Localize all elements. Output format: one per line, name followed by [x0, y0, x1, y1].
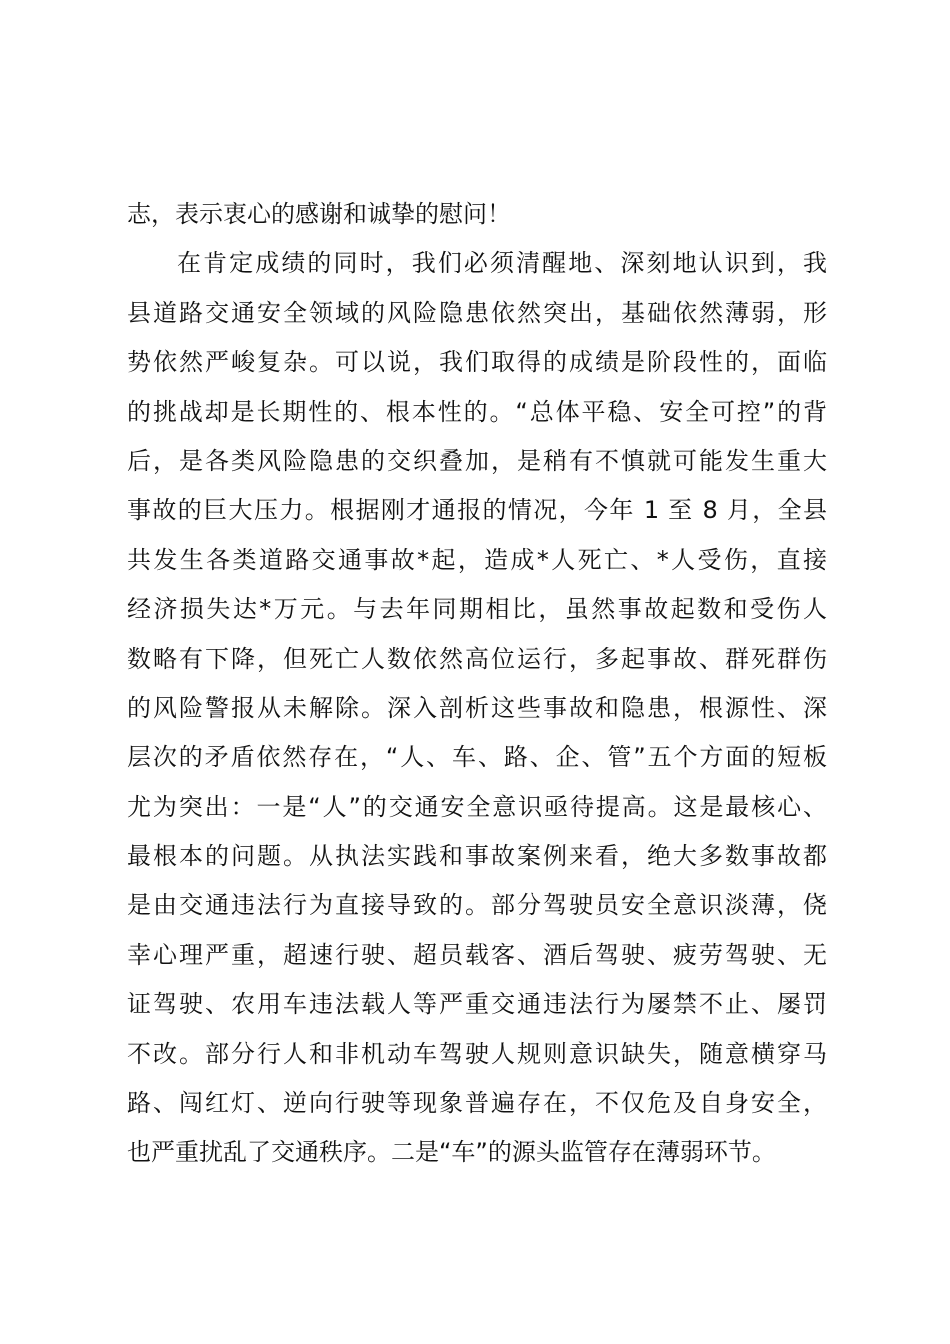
- paragraph-first-line: 在肯定成绩的同时，我们必须清醒地、深刻地认识到，我: [177, 249, 827, 278]
- text-line: 路、闯红灯、逆向行驶等现象普遍存在，不仅危及自身安全，: [127, 1089, 827, 1118]
- text-line: 数略有下降，但死亡人数依然高位运行，多起事故、群死群伤: [127, 644, 827, 673]
- text-line: 共发生各类道路交通事故*起，造成*人死亡、*人受伤，直接: [127, 545, 827, 574]
- text-line: 事故的巨大压力。根据刚才通报的情况，今年 1 至 8 月，全县: [127, 496, 827, 525]
- text-line: 证驾驶、农用车违法载人等严重交通违法行为屡禁不止、屡罚: [127, 990, 827, 1019]
- text-line: 也严重扰乱了交通秩序。二是“车”的源头监管存在薄弱环节。: [127, 1138, 776, 1167]
- text-line: 县道路交通安全领域的风险隐患依然突出，基础依然薄弱，形: [127, 298, 827, 327]
- text-line: 最根本的问题。从执法实践和事故案例来看，绝大多数事故都: [127, 842, 827, 871]
- text-line: 志，表示衷心的感谢和诚挚的慰问！: [127, 200, 511, 228]
- text-line: 势依然严峻复杂。可以说，我们取得的成绩是阶段性的，面临: [127, 348, 827, 377]
- text-line: 的挑战却是长期性的、根本性的。“总体平稳、安全可控”的背: [127, 397, 827, 426]
- text-line: 不改。部分行人和非机动车驾驶人规则意识缺失，随意横穿马: [127, 1039, 827, 1068]
- text-line: 的风险警报从未解除。深入剖析这些事故和隐患，根源性、深: [127, 693, 827, 722]
- text-line: 尤为突出：一是“人”的交通安全意识亟待提高。这是最核心、: [127, 792, 827, 821]
- text-line: 后，是各类风险隐患的交织叠加，是稍有不慎就可能发生重大: [127, 446, 827, 475]
- text-line: 层次的矛盾依然存在，“人、车、路、企、管”五个方面的短板: [127, 743, 827, 772]
- text-line: 是由交通违法行为直接导致的。部分驾驶员安全意识淡薄，侥: [127, 891, 827, 920]
- text-line: 幸心理严重，超速行驶、超员载客、酒后驾驶、疲劳驾驶、无: [127, 940, 827, 969]
- body-text: [127, 190, 827, 1178]
- text-line: 经济损失达*万元。与去年同期相比，虽然事故起数和受伤人: [127, 595, 827, 624]
